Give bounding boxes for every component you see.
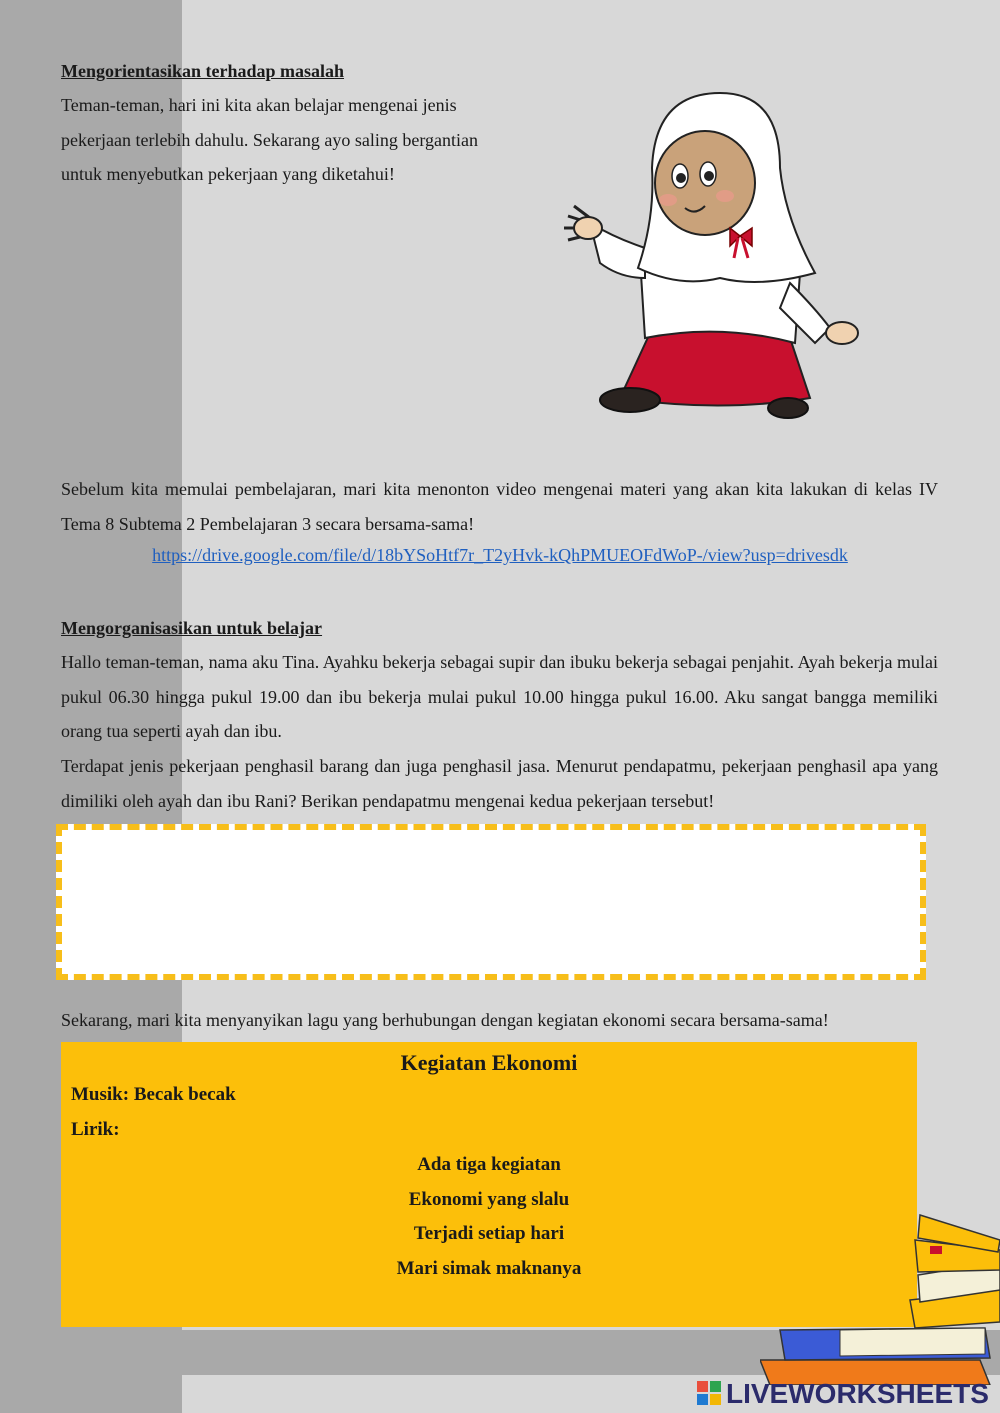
books-illustration bbox=[760, 1210, 1000, 1385]
story-paragraph: Hallo teman-teman, nama aku Tina. Ayahku bekerja sebagai supir dan ibuku bekerja sebagai penjahit. Ayah bekerja mulai pukul 06.30 hingga pukul 19.00 dan ibu bekerja mulai pukul 10.00 hingga pukul 16.00. Aku sangat bangga memiliki orang tua seperti ayah dan ibu. bbox=[61, 652, 938, 741]
liveworksheets-brand: LIVEWORKSHEETS bbox=[726, 1378, 989, 1409]
intro-line: pekerjaan terlebih dahulu. Sekarang ayo saling bergantian bbox=[61, 129, 479, 150]
answer-input[interactable] bbox=[56, 824, 926, 980]
question-paragraph: Terdapat jenis pekerjaan penghasil barang dan juga penghasil jasa. Menurut pendapatmu, pekerjaan penghasil apa yang dimiliki oleh ayah dan ibu Rani? Berikan pendapatmu mengenai kedua pekerjaan tersebut! bbox=[61, 756, 938, 811]
video-instruction: Sebelum kita memulai pembelajaran, mari kita menonton video mengenai materi yang akan kita lakukan di kelas IV Tema 8 Subtema 2 Pembelajaran 3 secara bersama-sama! bbox=[61, 479, 938, 534]
intro-line: untuk menyebutkan pekerjaan yang diketahui! bbox=[61, 164, 395, 184]
lyric-line: Terjadi setiap hari bbox=[413, 1223, 565, 1244]
lyric-line: Ekonomi yang slalu bbox=[408, 1189, 570, 1210]
intro-paragraph bbox=[61, 88, 541, 192]
video-link[interactable]: https://drive.google.com/file/d/18bYSoHtf7r_T2yHvk-kQhPMUEOFdWoP-/view?usp=drivesdk bbox=[152, 545, 848, 565]
girl-illustration bbox=[560, 88, 880, 428]
lyric-line: Ada tiga kegiatan bbox=[417, 1154, 561, 1175]
liveworksheets-logo-icon bbox=[697, 1381, 721, 1405]
song-lyrics-label: Lirik: bbox=[71, 1119, 120, 1140]
song-title: Kegiatan Ekonomi bbox=[400, 1050, 578, 1075]
intro-line: Teman-teman, hari ini kita akan belajar mengenai jenis bbox=[61, 95, 457, 115]
song-music: Musik: Becak becak bbox=[71, 1084, 236, 1105]
section-heading-orientation: Mengorientasikan terhadap masalah bbox=[61, 61, 345, 81]
section-heading-organize: Mengorganisasikan untuk belajar bbox=[61, 618, 323, 638]
lyric-line: Mari simak maknanya bbox=[396, 1258, 582, 1279]
song-instruction: Sekarang, mari kita menyanyikan lagu yang berhubungan dengan kegiatan ekonomi secara bersama-sama! bbox=[61, 1010, 829, 1030]
